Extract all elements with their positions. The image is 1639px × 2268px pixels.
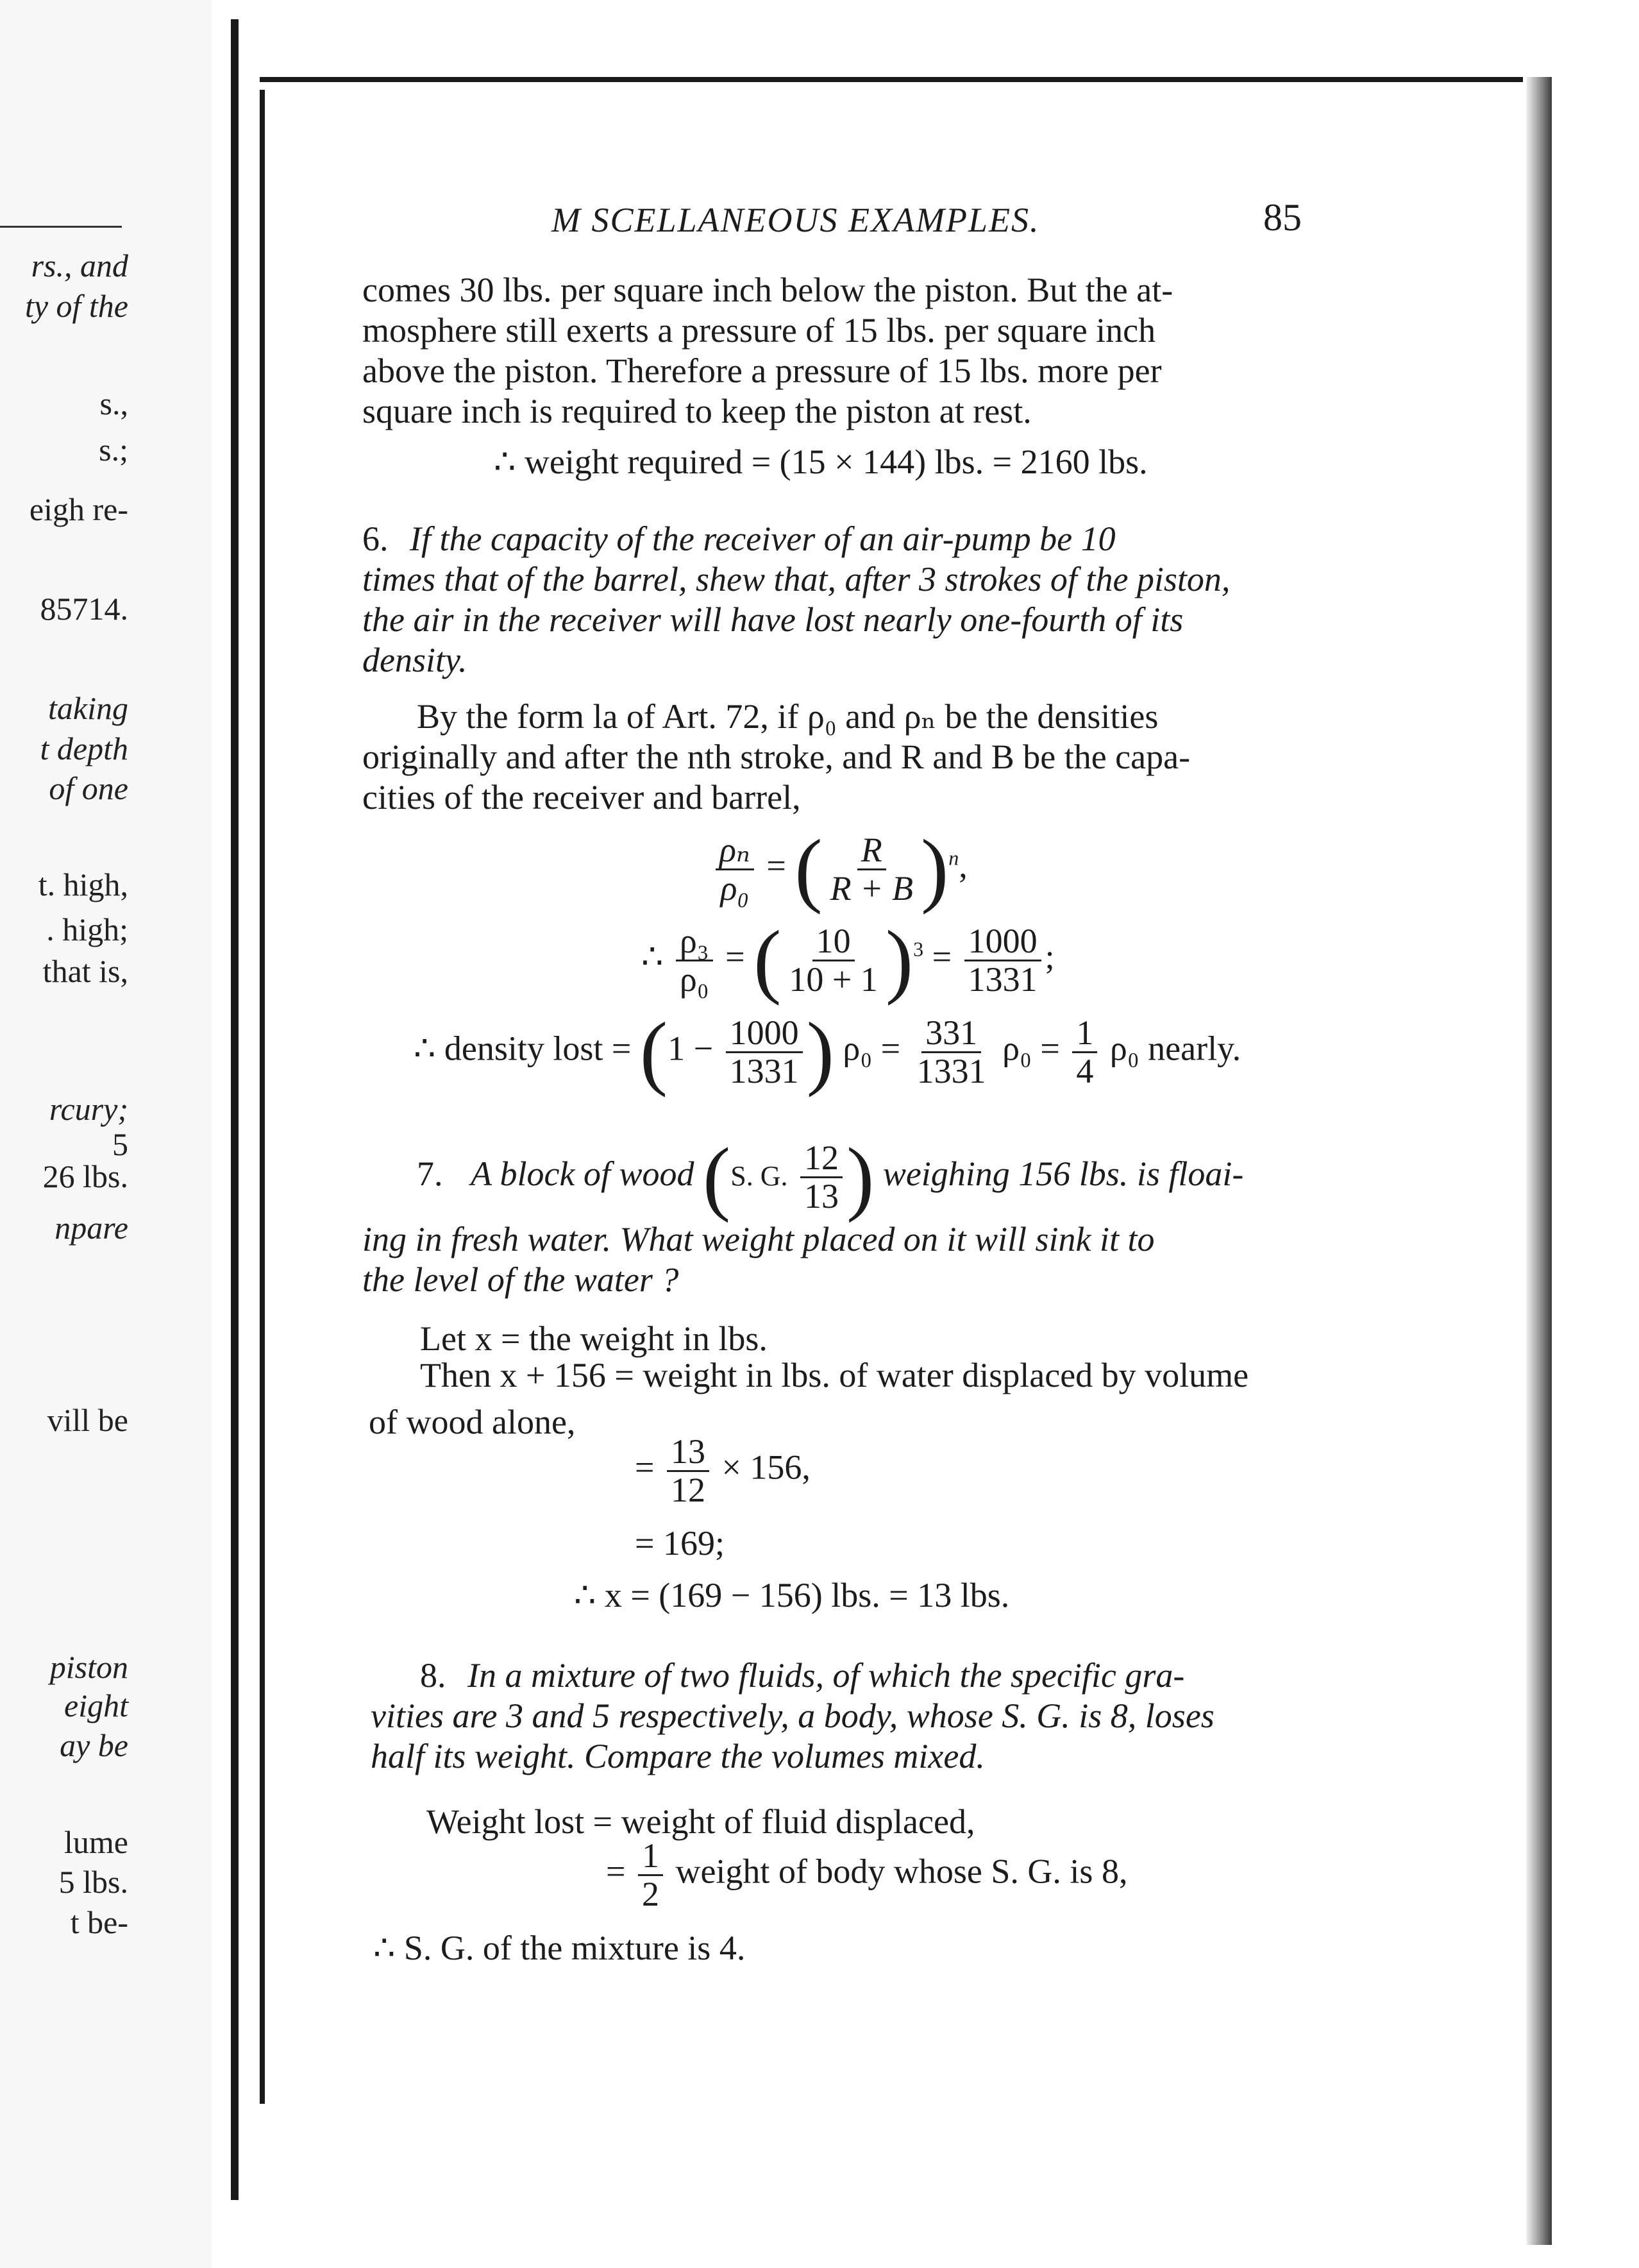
page-right-edge — [1526, 77, 1552, 2245]
problem-text: half its weight. Compare the volumes mixed. — [371, 1737, 985, 1775]
text-line: mosphere still exerts a pressure of 15 lbs. per square inch — [362, 311, 1156, 350]
left-fragment: s.; — [99, 432, 128, 468]
left-fragment: npare — [55, 1210, 128, 1246]
left-fragment: t. high, — [38, 867, 128, 902]
left-fragment: that is, — [42, 953, 128, 989]
conclusion-line: ∴ S. G. of the mixture is 4. — [373, 1929, 746, 1967]
solution-line: Then x + 156 = weight in lbs. of water displaced by volume — [420, 1356, 1249, 1394]
problem-6-statement — [362, 518, 1116, 559]
left-page-fragment — [0, 0, 212, 2268]
problem-number: 6. — [362, 520, 389, 558]
left-fragment: ay be — [60, 1727, 128, 1763]
problem-8-statement: 8. In a mixture of two fluids, of which the specific gra- — [420, 1656, 1185, 1695]
background-margin — [1552, 0, 1639, 2268]
left-fragment: s., — [99, 385, 128, 421]
solution-line: Let x = the weight in lbs. — [420, 1319, 768, 1358]
binding-gutter — [231, 19, 239, 2200]
left-fragment: ty of the — [24, 288, 128, 324]
equation-displaced-weight: = $\frac{13}{12}$ × 156, — [635, 1432, 811, 1509]
left-fragment: piston — [49, 1649, 128, 1685]
equation-x-result: ∴ x = (169 − 156) lbs. = 13 lbs. — [574, 1576, 1010, 1614]
problem-text: the air in the receiver will have lost nearly one-fourth of its — [362, 600, 1184, 639]
text-line: above the piston. Therefore a pressure of 15 lbs. more per — [362, 351, 1162, 390]
text-line: comes 30 lbs. per square inch below the piston. But the at- — [362, 271, 1173, 309]
left-fragment: 85714. — [40, 591, 128, 627]
problem-number: 7. — [417, 1155, 443, 1193]
solution-line: originally and after the nth stroke, and R and B be the capa- — [362, 738, 1191, 776]
equation-density-ratio: $\frac{\text{ρₙ}}{\text{ρ₀}}$ = ( $\frac{R}{R + B}$ )$^n$, — [712, 827, 968, 911]
left-page-rule — [0, 226, 122, 228]
left-fragment: lume — [64, 1824, 128, 1860]
page-number: 85 — [1263, 196, 1302, 239]
problem-text: ing in fresh water. What weight placed on it will sink it to — [362, 1220, 1155, 1258]
left-fragment: t depth — [40, 731, 128, 766]
left-fragment: 5 lbs. — [58, 1864, 128, 1900]
equation-169: = 169; — [635, 1524, 725, 1562]
solution-line: By the form la of Art. 72, if ρ₀ and ρₙ be the densities — [417, 697, 1159, 736]
left-fragment: . high; — [46, 911, 128, 947]
problem-text: times that of the barrel, shew that, after 3 strokes of the piston, — [362, 560, 1231, 598]
problem-7-statement: 7. A block of wood (S. G. $\frac{12}{13}$ ) weighing 156 lbs. is floai- — [417, 1131, 1244, 1224]
left-fragment: taking — [48, 690, 128, 726]
left-fragment: of one — [49, 770, 128, 806]
running-header: M SCELLANEOUS EXAMPLES. — [551, 201, 1040, 239]
solution-line: Weight lost = weight of fluid displaced, — [426, 1802, 975, 1841]
equation-three-strokes: ∴ $\frac{\text{ρ₃}}{\text{ρ₀}}$ = ( $\frac{10}{10 + 1}$ )$^3$ = $\frac{1000}{1331}$ ; — [641, 914, 1055, 1006]
page-edge-line — [260, 90, 265, 2104]
left-fragment: eight — [64, 1688, 128, 1723]
problem-text: If the capacity of the receiver of an air-pump be 10 — [410, 520, 1116, 558]
left-fragment: t be- — [70, 1904, 128, 1940]
left-fragment: eigh re- — [29, 491, 128, 527]
left-fragment: 26 lbs. — [42, 1158, 128, 1194]
left-fragment: vill be — [47, 1402, 128, 1438]
left-fragment: 5 — [112, 1126, 128, 1162]
problem-number: 8. — [420, 1656, 446, 1695]
problem-text: density. — [362, 641, 467, 679]
left-fragment: rs., and — [31, 248, 128, 284]
page-top-edge — [260, 77, 1523, 82]
text-line: square inch is required to keep the piston at rest. — [362, 392, 1032, 430]
problem-text: vities are 3 and 5 respectively, a body, whose S. G. is 8, loses — [371, 1697, 1215, 1735]
left-fragment: rcury; — [49, 1091, 128, 1127]
solution-line: of wood alone, — [369, 1403, 576, 1441]
equation-weight-required: ∴ weight required = (15 × 144) lbs. = 2160 lbs. — [494, 443, 1148, 481]
equation-density-lost: ∴ density lost = (1 − $\frac{1000}{1331}$ ) ρ₀ = $\frac{331}{1331}$ ρ₀ = $\frac{1}{4}$ ρ₀ nearly. — [414, 1006, 1241, 1098]
equation-half-weight: = $\frac{1}{2}$ weight of body whose S. G. is 8, — [606, 1836, 1128, 1913]
solution-line: cities of the receiver and barrel, — [362, 778, 801, 817]
problem-text: the level of the water ? — [362, 1260, 679, 1299]
